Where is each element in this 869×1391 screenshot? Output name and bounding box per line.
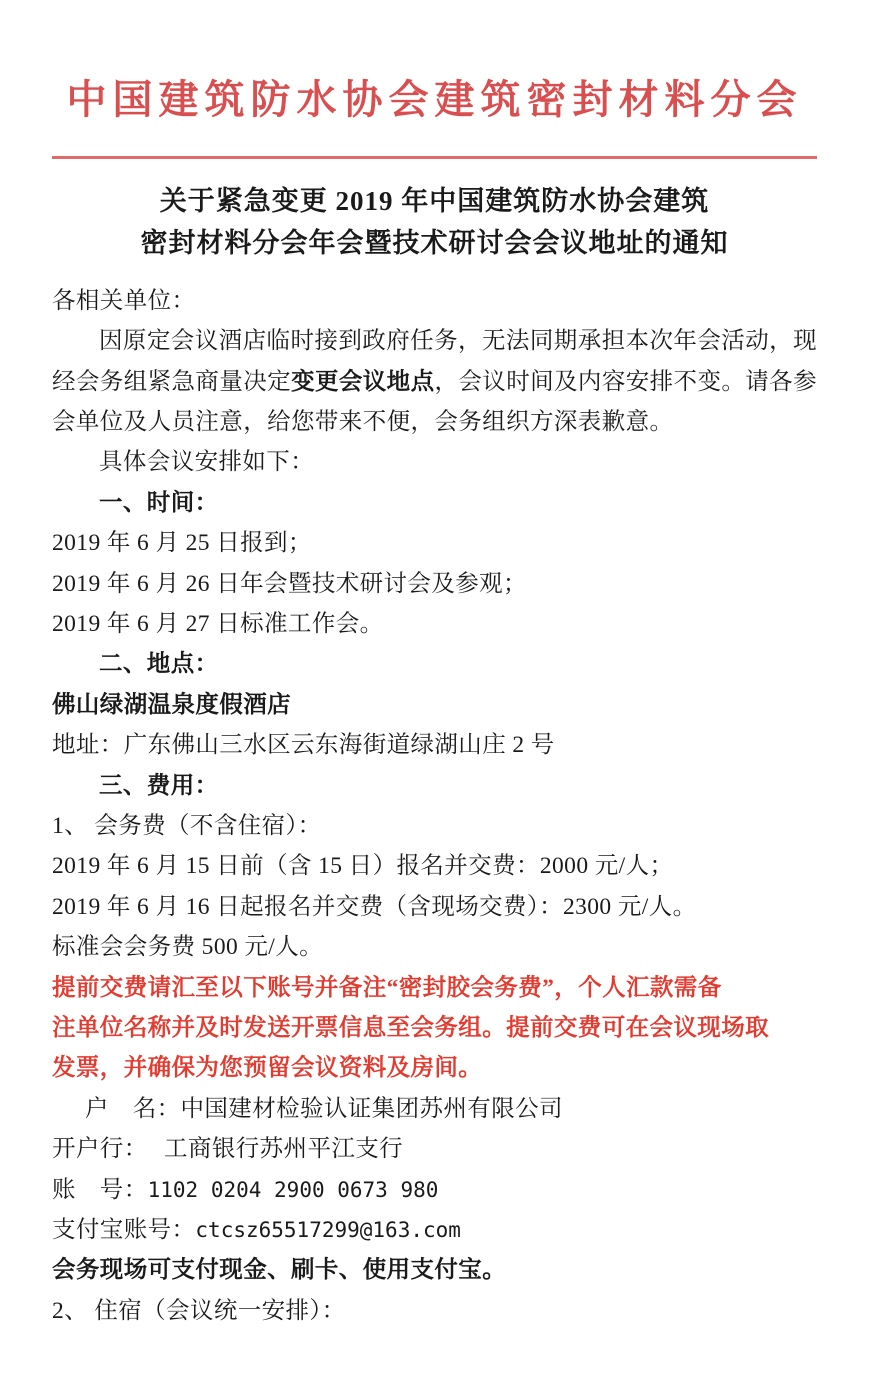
- account-number-label: 账 号：: [52, 1176, 148, 1203]
- payment-notice-line-3: 发票，并确保为您预留会议资料及房间。: [52, 1055, 483, 1082]
- fee-item-2: 2、 住宿（会议统一安排）：: [52, 1297, 346, 1324]
- payment-notice-red: [52, 968, 817, 1089]
- account-name-label: 户 名：: [84, 1095, 181, 1122]
- onsite-payment-row: [52, 1250, 817, 1290]
- account-alipay-label: 支付宝账号：: [52, 1217, 196, 1244]
- onsite-payment-emphasis: 会务现场: [52, 1257, 148, 1284]
- account-bank-row: [52, 1129, 817, 1169]
- paragraph-reason: [52, 321, 817, 442]
- letterhead-org-name: 中国建筑防水协会建筑密封材料分会: [66, 76, 803, 123]
- account-number-row: [52, 1170, 817, 1210]
- document-body: [52, 281, 817, 1332]
- account-bank-value: 工商银行苏州平江支行: [164, 1136, 404, 1163]
- fee-line-1: 2019 年 6 月 15 日前（含 15 日）报名并交费：2000 元/人；: [52, 853, 674, 880]
- section-heading-venue: 二、地点：: [99, 651, 219, 678]
- account-name-value: 中国建材检验认证集团苏州有限公司: [180, 1095, 563, 1122]
- payment-notice-line-2: 注单位名称并及时发送开票信息至会务组。提前交费可在会议现场取: [52, 1015, 769, 1041]
- fee-item-1: 1、 会务费（不含住宿）：: [52, 812, 322, 839]
- payment-notice-line-1: 提前交费请汇至以下账号并备注“密封胶会务费”，个人汇款需备: [52, 974, 722, 1001]
- account-alipay-value: ctcsz65517299@163.com: [195, 1218, 461, 1243]
- fee-line-3: 标准会会务费 500 元/人。: [52, 934, 324, 961]
- section-heading-fees: 三、费用：: [99, 772, 219, 799]
- venue-address: 地址：广东佛山三水区云东海街道绿湖山庄 2 号: [52, 732, 555, 759]
- account-name-row: [52, 1089, 817, 1129]
- document-title-line-2: 密封材料分会年会暨技术研讨会会议地址的通知: [140, 227, 729, 258]
- document-title-line-1: 关于紧急变更 2019 年中国建筑防水协会建筑: [159, 186, 710, 216]
- time-item-3: 2019 年 6 月 27 日标准工作会。: [52, 610, 384, 637]
- header-divider: [52, 156, 817, 159]
- venue-name: 佛山绿湖温泉度假酒店: [52, 691, 291, 718]
- paragraph-reason-emphasis: 变更会议地点: [291, 368, 435, 395]
- account-number-value: 1102 0204 2900 0673 980: [147, 1177, 439, 1202]
- fee-line-2: 2019 年 6 月 16 日起报名并交费（含现场交费）：2300 元/人。: [52, 893, 697, 920]
- paragraph-reason-part-1: 因原定会议酒店临时接到政府任务，无法同期承担本次年会活动，现经会务组紧急商量决定: [52, 328, 817, 395]
- time-item-2: 2019 年 6 月 26 日年会暨技术研讨会及参观；: [52, 570, 527, 597]
- onsite-payment-rest: 可支付现金、刷卡、使用支付宝。: [147, 1257, 507, 1284]
- account-alipay-row: [52, 1210, 817, 1250]
- paragraph-arrangement-intro: 具体会议安排如下：: [99, 449, 315, 476]
- salutation: 各相关单位：: [52, 287, 196, 314]
- document-title: [52, 181, 817, 265]
- section-heading-time: 一、时间：: [99, 489, 219, 516]
- time-item-1: 2019 年 6 月 25 日报到；: [52, 530, 312, 557]
- paragraph-reason-part-2: ，会议时间及内容安排不变。请各参会单位及人员注意，给您带来不便，会务组织方深表歉意。: [52, 368, 817, 435]
- account-bank-label: 开户行：: [52, 1136, 148, 1163]
